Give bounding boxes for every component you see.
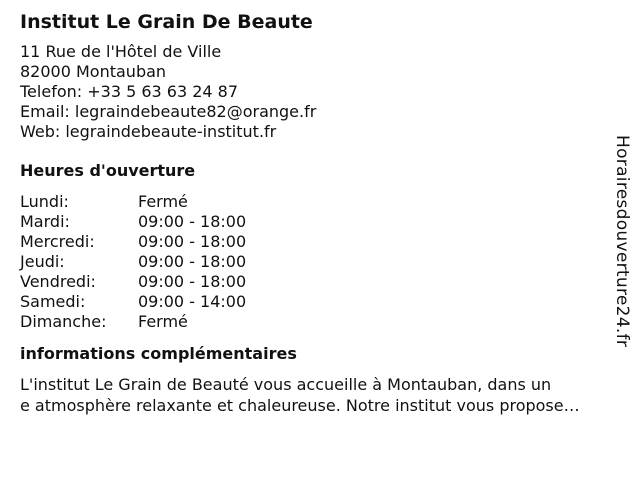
day-label: Mercredi: (20, 232, 95, 251)
time-value: 09:00 - 18:00 (138, 212, 247, 231)
day-label: Jeudi: (20, 252, 65, 271)
time-value: Fermé (138, 312, 188, 331)
site-watermark: Horairesdouverture24.fr (612, 135, 632, 348)
time-value: 09:00 - 18:00 (138, 232, 247, 251)
time-value: 09:00 - 14:00 (138, 292, 247, 311)
hours-row-friday (20, 272, 620, 292)
hours-row-sunday (20, 312, 620, 332)
business-name: Institut Le Grain De Beaute (20, 11, 313, 33)
info-heading: informations complémentaires (20, 344, 297, 363)
time-value: 09:00 - 18:00 (138, 252, 247, 271)
email-line[interactable]: Email: legraindebeaute82@orange.fr (20, 102, 317, 121)
web-line[interactable]: Web: legraindebeaute-institut.fr (20, 122, 277, 141)
day-label: Mardi: (20, 212, 70, 231)
description-line: L'institut Le Grain de Beauté vous accueille à Montauban, dans un (20, 375, 552, 394)
hours-row-tuesday (20, 212, 620, 232)
time-value: Fermé (138, 192, 188, 211)
contact-block (20, 42, 620, 142)
phone-line[interactable]: Telefon: +33 5 63 63 24 87 (20, 82, 239, 101)
business-card (20, 8, 620, 416)
hours-row-monday (20, 192, 620, 212)
address-street: 11 Rue de l'Hôtel de Ville (20, 42, 222, 61)
hours-row-thursday (20, 252, 620, 272)
hours-table (20, 192, 620, 332)
description (20, 374, 628, 416)
day-label: Samedi: (20, 292, 86, 311)
hours-row-wednesday (20, 232, 620, 252)
description-line: e atmosphère relaxante et chaleureuse. Notre institut vous propose… (20, 396, 580, 415)
day-label: Dimanche: (20, 312, 107, 331)
day-label: Vendredi: (20, 272, 96, 291)
hours-row-saturday (20, 292, 620, 312)
time-value: 09:00 - 18:00 (138, 272, 247, 291)
address-city: 82000 Montauban (20, 62, 167, 81)
hours-heading: Heures d'ouverture (20, 161, 196, 180)
day-label: Lundi: (20, 192, 69, 211)
